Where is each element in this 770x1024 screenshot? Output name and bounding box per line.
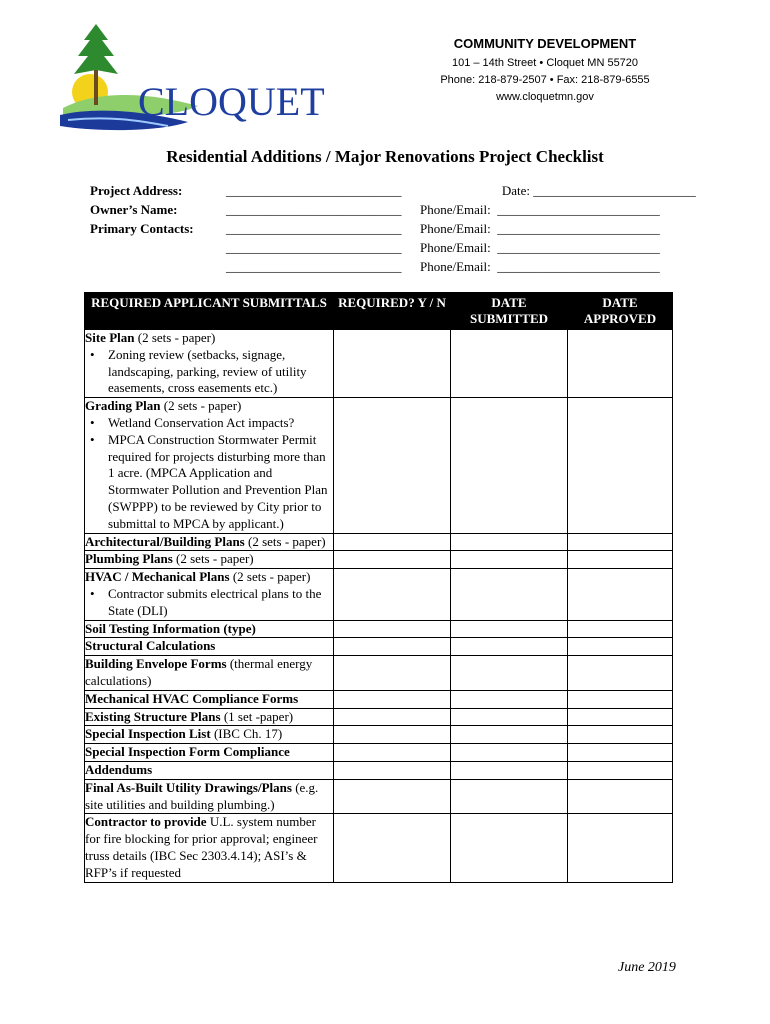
primary-contacts-field-1[interactable]: ___________________________	[226, 221, 402, 236]
date-submitted-cell[interactable]	[451, 330, 568, 398]
date-approved-cell[interactable]	[568, 779, 673, 814]
office-website[interactable]: www.cloquetmn.gov	[496, 91, 594, 103]
required-yn-cell[interactable]	[334, 814, 451, 882]
date-blank[interactable]: _________________________	[533, 183, 696, 198]
date-submitted-cell[interactable]	[451, 744, 568, 762]
submittal-item	[85, 708, 334, 726]
phone-email-label: Phone/Email:	[420, 202, 491, 217]
item-title: Final As-Built Utility Drawings/Plans	[85, 779, 292, 795]
item-title: Soil Testing Information (type)	[85, 620, 256, 636]
date-approved-cell[interactable]	[568, 726, 673, 744]
item-bullets	[85, 347, 333, 397]
table-header-row	[85, 293, 673, 330]
required-yn-cell[interactable]	[334, 330, 451, 398]
date-submitted-cell[interactable]	[451, 779, 568, 814]
item-detail: (e.g. site utilities and building plumbing.)	[85, 779, 319, 812]
required-yn-cell[interactable]	[334, 779, 451, 814]
table-row	[85, 814, 673, 882]
table-row	[85, 533, 673, 551]
date-approved-cell[interactable]	[568, 551, 673, 569]
date-approved-cell[interactable]	[568, 708, 673, 726]
item-detail: (1 set -paper)	[220, 708, 294, 724]
item-title: Special Inspection List	[85, 726, 211, 742]
department-title: COMMUNITY DEVELOPMENT	[453, 36, 637, 51]
submittal-item	[85, 569, 334, 620]
project-address-field[interactable]: ___________________________	[226, 183, 402, 198]
cloquet-logo	[58, 20, 325, 140]
date-submitted-cell[interactable]	[451, 814, 568, 882]
table-row	[85, 761, 673, 779]
phone-email-blank[interactable]: _________________________	[497, 240, 660, 255]
submittal-item	[85, 330, 334, 398]
item-title: Architectural/Building Plans	[85, 533, 245, 549]
submittals-table	[84, 292, 673, 883]
phone-email-field-3[interactable]	[420, 240, 660, 256]
item-detail: (thermal energy calculations)	[85, 656, 313, 688]
revision-date: June 2019	[618, 960, 676, 975]
item-title: Site Plan	[85, 330, 135, 345]
date-approved-cell[interactable]	[568, 761, 673, 779]
item-title: Existing Structure Plans	[85, 708, 221, 724]
required-yn-cell[interactable]	[334, 744, 451, 762]
submittal-item	[85, 398, 334, 533]
item-title: Grading Plan	[85, 398, 161, 414]
item-title: Structural Calculations	[85, 638, 216, 654]
item-title: Plumbing Plans	[85, 551, 173, 567]
required-yn-cell[interactable]	[334, 726, 451, 744]
owners-name-label: Owner’s Name:	[90, 202, 178, 217]
date-approved-cell[interactable]	[568, 690, 673, 708]
item-detail: (IBC Ch. 17)	[210, 726, 283, 742]
office-address: 101 – 14th Street • Cloquet MN 55720	[451, 57, 639, 69]
table-row	[85, 656, 673, 691]
item-detail: (2 sets - paper)	[244, 533, 326, 549]
phone-email-blank[interactable]: _________________________	[497, 221, 660, 236]
bullet-item: • Wetland Conservation Act impacts?	[103, 415, 333, 432]
date-submitted-cell[interactable]	[451, 551, 568, 569]
required-yn-cell[interactable]	[334, 638, 451, 656]
date-submitted-cell[interactable]	[451, 569, 568, 620]
phone-email-field-4[interactable]	[420, 259, 660, 275]
required-yn-cell[interactable]	[334, 761, 451, 779]
submittal-item	[85, 761, 334, 779]
table-row	[85, 744, 673, 762]
phone-email-blank[interactable]: _________________________	[497, 259, 660, 274]
table-row	[85, 726, 673, 744]
date-approved-cell[interactable]	[568, 744, 673, 762]
header-date-approved: DATE APPROVED	[568, 293, 673, 330]
item-title: HVAC / Mechanical Plans	[85, 569, 230, 585]
date-approved-cell[interactable]	[568, 533, 673, 551]
table-row	[85, 779, 673, 814]
date-approved-cell[interactable]	[568, 638, 673, 656]
submittal-item	[85, 656, 334, 691]
phone-email-field-1[interactable]	[420, 202, 660, 218]
bullet-item: • Zoning review (setbacks, signage, landscaping, parking, review of utility easements, cross easements etc.)	[103, 347, 333, 397]
required-yn-cell[interactable]	[334, 398, 451, 533]
office-phone-fax: Phone: 218-879-2507 • Fax: 218-879-6555	[440, 74, 650, 86]
submittal-item	[85, 638, 334, 656]
required-yn-cell[interactable]	[334, 690, 451, 708]
phone-email-label: Phone/Email:	[420, 240, 491, 255]
item-title: Building Envelope Forms	[85, 656, 227, 672]
phone-email-field-2[interactable]	[420, 221, 660, 237]
date-submitted-cell[interactable]	[451, 656, 568, 691]
item-detail: (2 sets - paper)	[160, 398, 242, 414]
phone-email-label: Phone/Email:	[420, 259, 491, 274]
item-title: Mechanical HVAC Compliance Forms	[85, 690, 299, 706]
item-detail: U.L. system number for fire blocking for prior approval; engineer truss details (IBC Sec 2303.4.14); ASI’s & RFP’s if requested	[85, 814, 318, 880]
table-row	[85, 620, 673, 638]
table-row	[85, 330, 673, 398]
item-detail: (2 sets - paper)	[229, 569, 311, 585]
primary-contacts-field-3[interactable]: ___________________________	[226, 259, 402, 274]
date-submitted-cell[interactable]	[451, 533, 568, 551]
submittal-item	[85, 551, 334, 569]
submittal-item	[85, 726, 334, 744]
required-yn-cell[interactable]	[334, 708, 451, 726]
table-row	[85, 398, 673, 533]
project-address-label: Project Address:	[90, 183, 183, 198]
date-approved-cell[interactable]	[568, 569, 673, 620]
submittal-item	[85, 533, 334, 551]
item-title: Contractor to provide	[85, 814, 207, 830]
table-row	[85, 708, 673, 726]
item-detail: (2 sets - paper)	[172, 551, 254, 567]
bullet-item: • MPCA Construction Stormwater Permit required for projects disturbing more than 1 acre. (MPCA Application and Stormwater Pollution and Prevention Plan (SWPPP) to be reviewed by City prior to submittal to MPCA by applicant.)	[103, 432, 333, 533]
date-submitted-cell[interactable]	[451, 761, 568, 779]
header-required-yn: REQUIRED? Y / N	[334, 293, 451, 330]
date-submitted-cell[interactable]	[451, 398, 568, 533]
submittal-item	[85, 690, 334, 708]
table-row	[85, 638, 673, 656]
header-date-submitted: DATE SUBMITTED	[451, 293, 568, 330]
office-header	[420, 36, 670, 106]
submittal-item	[85, 779, 334, 814]
date-approved-cell[interactable]	[568, 620, 673, 638]
date-approved-cell[interactable]	[568, 814, 673, 882]
date-label: Date:	[501, 183, 530, 198]
date-approved-cell[interactable]	[568, 656, 673, 691]
submittal-item	[85, 620, 334, 638]
date-approved-cell[interactable]	[568, 330, 673, 398]
submittal-item	[85, 814, 334, 882]
item-title: Addendums	[85, 761, 153, 777]
primary-contacts-field-2[interactable]: ___________________________	[226, 240, 402, 255]
date-field[interactable]	[452, 183, 696, 199]
required-yn-cell[interactable]	[334, 533, 451, 551]
primary-contacts-label: Primary Contacts:	[90, 221, 194, 236]
header-required-submittals: REQUIRED APPLICANT SUBMITTALS	[85, 293, 334, 330]
submittal-item	[85, 744, 334, 762]
item-bullets	[85, 415, 333, 533]
required-yn-cell[interactable]	[334, 551, 451, 569]
date-submitted-cell[interactable]	[451, 690, 568, 708]
date-submitted-cell[interactable]	[451, 620, 568, 638]
required-yn-cell[interactable]	[334, 569, 451, 620]
item-title: Special Inspection Form Compliance	[85, 744, 290, 760]
item-detail: (2 sets - paper)	[134, 330, 216, 345]
table-row	[85, 551, 673, 569]
date-submitted-cell[interactable]	[451, 638, 568, 656]
table-row	[85, 569, 673, 620]
required-yn-cell[interactable]	[334, 620, 451, 638]
date-submitted-cell[interactable]	[451, 726, 568, 744]
owners-name-field[interactable]: ___________________________	[226, 202, 402, 217]
document-title: Residential Additions / Major Renovations Project Checklist	[166, 147, 604, 166]
logo-text: CLOQUET	[138, 79, 325, 124]
required-yn-cell[interactable]	[334, 656, 451, 691]
phone-email-label: Phone/Email:	[420, 221, 491, 236]
bullet-item: • Contractor submits electrical plans to the State (DLI)	[103, 586, 333, 620]
item-bullets	[85, 586, 333, 620]
table-row	[85, 690, 673, 708]
phone-email-blank[interactable]: _________________________	[497, 202, 660, 217]
date-submitted-cell[interactable]	[451, 708, 568, 726]
date-approved-cell[interactable]	[568, 398, 673, 533]
